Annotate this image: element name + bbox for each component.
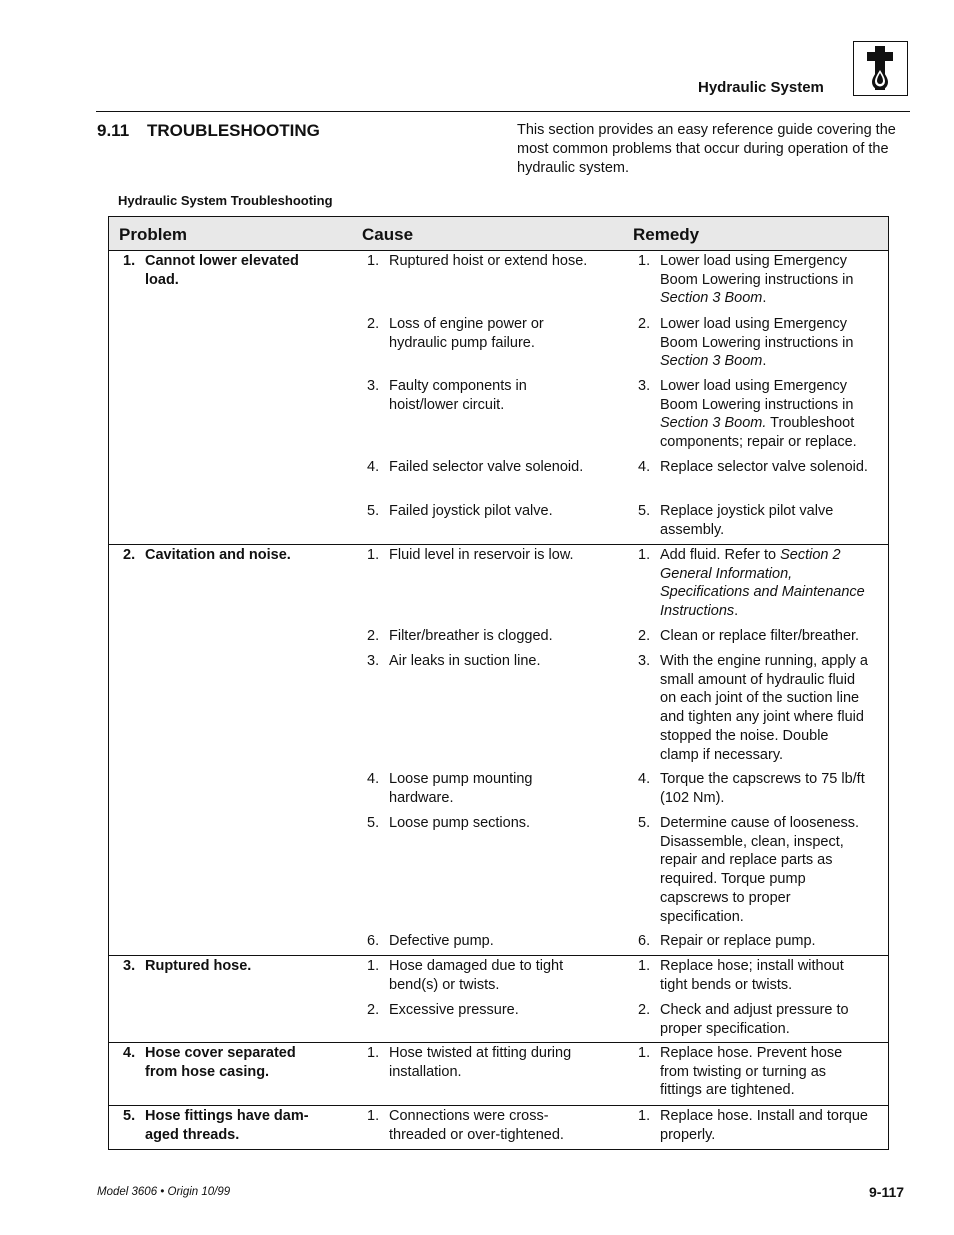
cause-item [367, 627, 599, 646]
cause-item [367, 377, 599, 414]
remedy-item [638, 627, 870, 646]
remedy-number: 1. [638, 547, 651, 563]
problem-cell [123, 957, 323, 976]
cause-text: Defective pump. [389, 933, 494, 949]
section-reference: Section 3 Boom [660, 353, 763, 370]
footer-model: Model 3606 • Origin 10/99 [97, 1186, 231, 1198]
cause-number: 4. [367, 459, 380, 475]
cause-item [367, 252, 599, 271]
remedy-number: 4. [638, 459, 651, 475]
cause-item [367, 814, 599, 833]
remedy-text: Replace hose. Prevent hose from twisting or turning as fittings are tightened. [660, 1045, 843, 1099]
remedy-item [638, 1001, 870, 1038]
problem-cell [123, 546, 323, 565]
problem-cell [123, 1044, 323, 1081]
cause-item [367, 957, 599, 994]
remedy-item [638, 1107, 870, 1144]
remedy-text: Determine cause of looseness. Disassemble, clean, inspect, repair and replace parts as required. Torque pump capscrews to proper specification. [660, 815, 860, 925]
remedy-text: Replace hose; install without tight bends or twists. [660, 958, 844, 993]
column-header-remedy: Remedy [633, 225, 700, 244]
remedy-number: 3. [638, 378, 651, 394]
cause-item [367, 932, 599, 951]
remedy-text: Repair or replace pump. [660, 933, 816, 949]
cause-number: 1. [367, 547, 380, 563]
remedy-number: 5. [638, 815, 651, 831]
remedy-text: Lower load using Emergency Boom Lowering instructions in [660, 378, 854, 413]
table-header-row [109, 217, 888, 251]
row-divider [109, 544, 888, 545]
cause-number: 2. [367, 1002, 380, 1018]
remedy-text: Add fluid. Refer to [660, 547, 781, 563]
problem-cell [123, 1107, 323, 1144]
cause-text: Hose twisted at fitting during installation. [389, 1045, 572, 1080]
remedy-text: Lower load using Emergency Boom Lowering instructions in [660, 316, 854, 351]
table-caption: Hydraulic System Troubleshooting [118, 193, 333, 208]
remedy-item [638, 932, 870, 951]
remedy-item [638, 315, 870, 371]
cause-item [367, 1107, 599, 1144]
cause-text: Air leaks in suction line. [389, 653, 541, 669]
cause-item [367, 546, 599, 565]
cause-number: 3. [367, 378, 380, 394]
remedy-text: Lower load using Emergency Boom Lowering instructions in [660, 253, 854, 288]
remedy-number: 2. [638, 628, 651, 644]
cause-text: Failed selector valve solenoid. [389, 459, 584, 475]
remedy-item [638, 1044, 870, 1100]
troubleshooting-table [108, 216, 889, 1150]
problem-label: Cannot lower elevated load. [145, 253, 299, 288]
intro-paragraph: This section provides an easy reference guide covering the most common problems that occur during operation of the hydraulic system. [517, 122, 896, 176]
remedy-text: With the engine running, apply a small amount of hydraulic fluid on each joint of the suction line and tighten any joint where fluid stopped the noise. Double clamp if necessary. [660, 653, 868, 763]
remedy-item [638, 252, 870, 308]
cause-text: Excessive pressure. [389, 1002, 519, 1018]
remedy-number: 2. [638, 316, 651, 332]
cause-text: Loose pump sections. [389, 815, 531, 831]
cause-item [367, 1001, 599, 1020]
section-title: TROUBLESHOOTING [147, 121, 320, 140]
row-divider [109, 1105, 888, 1106]
cause-text: Ruptured hoist or extend hose. [389, 253, 588, 269]
remedy-text: Replace joystick pilot valve assembly. [660, 503, 834, 538]
cause-number: 5. [367, 815, 380, 831]
remedy-text-end: Troubleshoot components; repair or replace. [660, 415, 857, 451]
cause-number: 1. [367, 1045, 380, 1061]
row-divider [109, 955, 888, 956]
cause-number: 1. [367, 1108, 380, 1124]
remedy-number: 1. [638, 958, 651, 974]
cause-item [367, 458, 599, 477]
problem-number: 3. [123, 958, 136, 974]
remedy-text: Replace selector valve solenoid. [660, 459, 868, 475]
cause-text: Connections were cross-threaded or over-tightened. [389, 1108, 564, 1143]
problem-label: Cavitation and noise. [145, 547, 291, 563]
section-number: 9.11 [97, 121, 130, 140]
remedy-text: Replace hose. Install and torque properly. [660, 1108, 868, 1143]
remedy-number: 1. [638, 253, 651, 269]
remedy-text: Check and adjust pressure to proper specification. [660, 1002, 849, 1037]
remedy-item [638, 377, 870, 452]
remedy-item [638, 502, 870, 539]
row-divider [109, 1042, 888, 1043]
hydraulic-fluid-icon [853, 41, 908, 96]
remedy-number: 1. [638, 1045, 651, 1061]
cause-item [367, 315, 599, 352]
cause-number: 1. [367, 253, 380, 269]
column-header-problem: Problem [119, 225, 188, 244]
remedy-text-end: . [762, 290, 767, 307]
cause-number: 2. [367, 316, 380, 332]
page-number: 9-117 [869, 1184, 905, 1200]
cause-text: Fluid level in reservoir is low. [389, 547, 574, 563]
problem-number: 4. [123, 1045, 136, 1061]
cause-number: 6. [367, 933, 380, 949]
cause-number: 3. [367, 653, 380, 669]
cause-text: Failed joystick pilot valve. [389, 503, 553, 519]
remedy-number: 5. [638, 503, 651, 519]
section-reference: Section 2 General Information, Specifications and Maintenance Instructions [660, 547, 865, 620]
remedy-text: Torque the capscrews to 75 lb/ft (102 Nm). [660, 771, 865, 806]
section-reference: Section 3 Boom. [660, 415, 767, 432]
problem-label: Hose fittings have dam-aged threads. [145, 1108, 309, 1143]
problem-label: Ruptured hose. [145, 958, 252, 974]
section-heading [97, 121, 320, 141]
cause-text: Filter/breather is clogged. [389, 628, 553, 644]
cause-number: 5. [367, 503, 380, 519]
remedy-text-end: . [734, 603, 739, 620]
remedy-item [638, 770, 870, 807]
header-title: Hydraulic System [698, 79, 824, 96]
cause-item [367, 770, 599, 807]
section-reference: Section 3 Boom [660, 290, 763, 307]
problem-number: 5. [123, 1108, 136, 1124]
remedy-item [638, 546, 870, 621]
problem-cell [123, 252, 323, 289]
remedy-item [638, 957, 870, 994]
remedy-number: 1. [638, 1108, 651, 1124]
cause-number: 4. [367, 771, 380, 787]
column-header-cause: Cause [362, 225, 414, 244]
remedy-number: 4. [638, 771, 651, 787]
cause-item [367, 652, 599, 671]
cause-item [367, 502, 599, 521]
cause-number: 1. [367, 958, 380, 974]
cause-text: Loose pump mounting hardware. [389, 771, 533, 806]
cause-text: Loss of engine power or hydraulic pump failure. [389, 316, 544, 351]
remedy-number: 2. [638, 1002, 651, 1018]
problem-number: 2. [123, 547, 136, 563]
cause-text: Hose damaged due to tight bend(s) or twists. [389, 958, 564, 993]
remedy-item [638, 458, 870, 477]
cause-text: Faulty components in hoist/lower circuit. [389, 378, 527, 413]
problem-number: 1. [123, 253, 136, 269]
header-rule [96, 111, 910, 112]
remedy-number: 6. [638, 933, 651, 949]
remedy-item [638, 652, 870, 764]
remedy-number: 3. [638, 653, 651, 669]
problem-label: Hose cover separated from hose casing. [145, 1045, 296, 1080]
remedy-item [638, 814, 870, 926]
cause-item [367, 1044, 599, 1081]
cause-number: 2. [367, 628, 380, 644]
remedy-text-end: . [762, 353, 767, 370]
remedy-text: Clean or replace filter/breather. [660, 628, 860, 644]
